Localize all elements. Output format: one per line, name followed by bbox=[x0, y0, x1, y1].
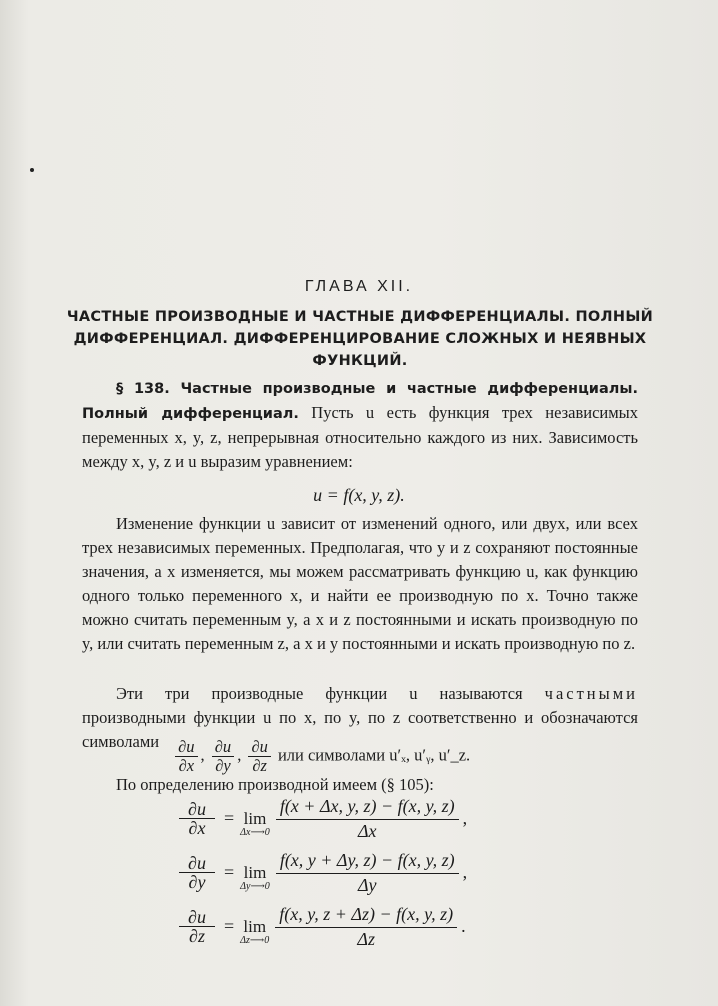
paragraph-3-start: Эти три производные функции u называются bbox=[116, 684, 523, 703]
emphasis-partial: частными bbox=[544, 684, 638, 703]
symbols-tail: или символами u′ₓ, u′ᵧ, u′_z. bbox=[277, 745, 471, 765]
paragraph-2: Изменение функции u зависит от изменений одного, или двух, или всех трех независимых переменных. Предполагая, что y и z сохраняют постоянные значения, а x изменяется, мы можем рассматривать функцию u, как функцию одного только переменного x, и найти ее производную по x. Точно также можно считать переменным y, а x и z постоянными и искать производную по y, или считать переменным z, а x и y постоянными и искать производную по z. bbox=[82, 514, 638, 653]
symbols-line: $\frac{\partial u}{\partial x}$ , $\frac{\partial u}{\partial y}$ , $\frac{\partial u}{\partial z}$ или символами u′ₓ, u′ᵧ, u′_z. bbox=[82, 738, 638, 775]
ink-dot bbox=[30, 168, 34, 172]
formula-partial-y: $\frac{\partial u}{\partial y}$ = lim Δy⟶0 $\frac{f(x, y + \Delta y, z) - f(x, y, z)}{\Delta y}$ , bbox=[176, 849, 467, 896]
section-heading: § 138. Частные производные и частные дифференциалы. Полный дифференциал. bbox=[82, 381, 638, 422]
equation-u: u = f(x, y, z). bbox=[313, 485, 405, 505]
chapter-title: ЧАСТНЫЕ ПРОИЗВОДНЫЕ И ЧАСТНЫЕ ДИФФЕРЕНЦИАЛЫ. ПОЛНЫЙ ДИФФЕРЕНЦИАЛ. ДИФФЕРЕНЦИРОВАНИЕ СЛОЖНЫХ И НЕЯВНЫХ ФУНКЦИЙ. bbox=[66, 309, 654, 369]
paragraph-1 bbox=[82, 376, 638, 474]
formula-partial-x: $\frac{\partial u}{\partial x}$ = lim Δx⟶0 $\frac{f(x + \Delta x, y, z) - f(x, y, z)}{\Delta x}$ , bbox=[176, 795, 467, 842]
symbol-du-dz: $\frac{\partial u}{\partial z}$ bbox=[248, 738, 270, 775]
symbol-du-dy: $\frac{\partial u}{\partial y}$ bbox=[212, 738, 234, 775]
paragraph-1-text: Пусть u есть функция трех независимых переменных x, y, z, непрерывная относительно каждого из них. Зависимость между x, y, z и u выразим уравнением: bbox=[82, 403, 638, 471]
formula-partial-z: $\frac{\partial u}{\partial z}$ = lim Δz⟶0 $\frac{f(x, y, z + \Delta z) - f(x, y, z)}{\Delta z}$ . bbox=[176, 903, 466, 950]
paragraph-3-end: производными функции u по x, по y, по z соответственно и обозначаются символами bbox=[82, 708, 638, 751]
paragraph-4: По определению производной имеем (§ 105): bbox=[116, 775, 434, 794]
symbol-du-dx: $\frac{\partial u}{\partial x}$ bbox=[175, 738, 197, 775]
chapter-heading: ГЛАВА XII. bbox=[304, 278, 414, 295]
